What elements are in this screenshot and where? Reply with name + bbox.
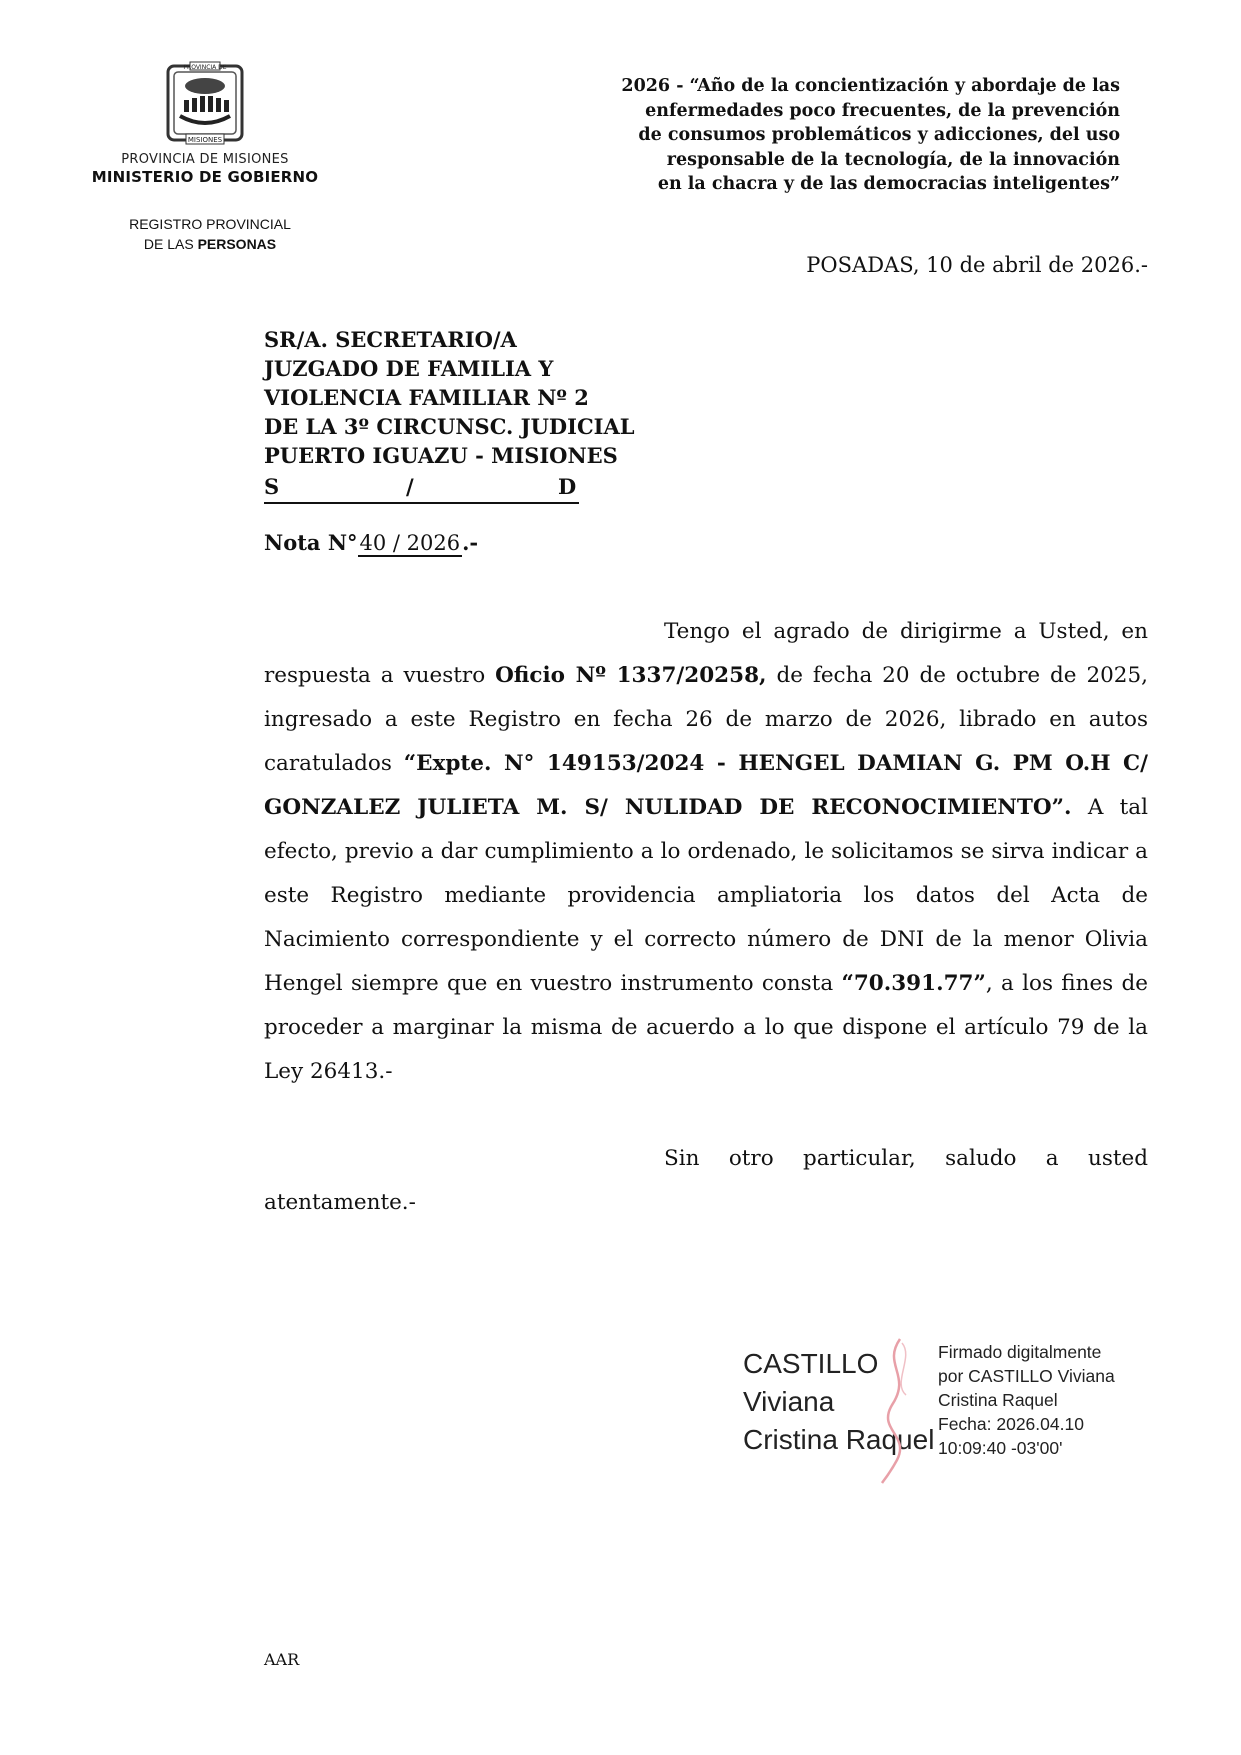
motto-line: enfermedades poco frecuentes, de la prevención <box>645 100 1120 121</box>
note-value: 40 / 2026 <box>359 531 461 555</box>
body-paragraph: Tengo el agrado de dirigirme a Usted, en respuesta a vuestro Oficio Nº 1337/20258, de fecha 20 de octubre de 2025, ingresado a este Registro en fecha 26 de marzo de 2026, librado en autos caratulados “Expte. N° 149153/2024 - HENGEL DAMIAN G. PM O.H C/ GONZALEZ JULIETA M. S/ NULIDAD DE RECONOCIMIENTO”. A tal efecto, previo a dar cumplimiento a lo ordenado, le solicitamos se sirva indicar a este Registro mediante providencia ampliatoria los datos del Acta de Nacimiento correspondiente y el correcto número de DNI de la menor Olivia Hengel siempre que en vuestro instrumento consta “70.391.77”, a los fines de proceder a marginar la misma de acuerdo a lo que dispone el artículo 79 de la Ley 26413.- <box>264 619 1149 1084</box>
svg-text:PROVINCIA DE: PROVINCIA DE <box>183 64 227 71</box>
motto-line: en la chacra y de las democracias inteligentes” <box>657 174 1120 194</box>
addressee-line: VIOLENCIA FAMILIAR Nº 2 <box>264 385 589 410</box>
addressee-line: SR/A. SECRETARIO/A <box>264 327 517 352</box>
provincial-shield-seal-icon <box>160 60 250 148</box>
motto-line: 2026 - “Año de la concientización y abordaje de las <box>621 76 1120 96</box>
note-number <box>264 530 478 557</box>
addressee-line: DE LA 3º CIRCUNSC. JUDICIAL <box>264 414 635 439</box>
signature-info-line: Firmado digitalmente <box>938 1342 1102 1362</box>
signature-info-line: 10:09:40 -03'00' <box>938 1438 1063 1458</box>
digital-signature-info <box>938 1340 1115 1460</box>
svg-text:MISIONES: MISIONES <box>187 136 223 144</box>
addressee-line: PUERTO IGUAZU - MISIONES <box>264 443 618 468</box>
sd-slash: / <box>406 474 414 499</box>
document-date: POSADAS, 10 de abril de 2026.- <box>806 253 1148 277</box>
motto-line: responsable de la tecnología, de la innovación <box>666 149 1120 170</box>
ministry-label: MINISTERIO DE GOBIERNO <box>91 168 319 186</box>
signer-name-line: Viviana <box>743 1386 835 1417</box>
motto-line: de consumos problemáticos y adicciones, del uso <box>638 125 1120 145</box>
author-initials: AAR <box>264 1650 300 1669</box>
addressee-block <box>264 325 784 470</box>
closing-paragraph: Sin otro particular, saludo a usted atentamente.- <box>264 1146 1148 1215</box>
signer-name-line: CASTILLO <box>743 1348 879 1379</box>
signature-info-line: Cristina Raquel <box>938 1390 1058 1410</box>
dni-value: “70.391.77” <box>841 971 986 996</box>
signature-info-line: por CASTILLO Viviana <box>938 1366 1115 1386</box>
registry-line-2: DE LAS PERSONAS <box>143 236 277 252</box>
digital-signature-mark-icon <box>862 1335 932 1485</box>
registry-line-1: REGISTRO PROVINCIAL <box>129 216 291 232</box>
signature-info-line: Fecha: 2026.04.10 <box>938 1414 1084 1434</box>
year-motto <box>520 74 1120 197</box>
registry-label <box>110 214 310 254</box>
province-label: PROVINCIA DE MISIONES <box>121 152 289 167</box>
oficio-reference: Oficio Nº 1337/20258, <box>495 663 767 688</box>
note-suffix: .- <box>462 530 479 555</box>
letter-body <box>264 610 1148 1094</box>
sd-line <box>264 474 579 504</box>
note-label: Nota N° <box>264 530 358 555</box>
sd-s: S <box>264 474 280 499</box>
signer-name-line: Cristina Raquel <box>743 1424 935 1455</box>
addressee-line: JUZGADO DE FAMILIA Y <box>264 356 554 381</box>
sd-d: D <box>558 474 577 499</box>
case-reference: “Expte. N° 149153/2024 - HENGEL DAMIAN G. PM O.H C/ GONZALEZ JULIETA M. S/ NULIDAD DE RECONOCIMIENTO”. <box>264 751 1149 820</box>
